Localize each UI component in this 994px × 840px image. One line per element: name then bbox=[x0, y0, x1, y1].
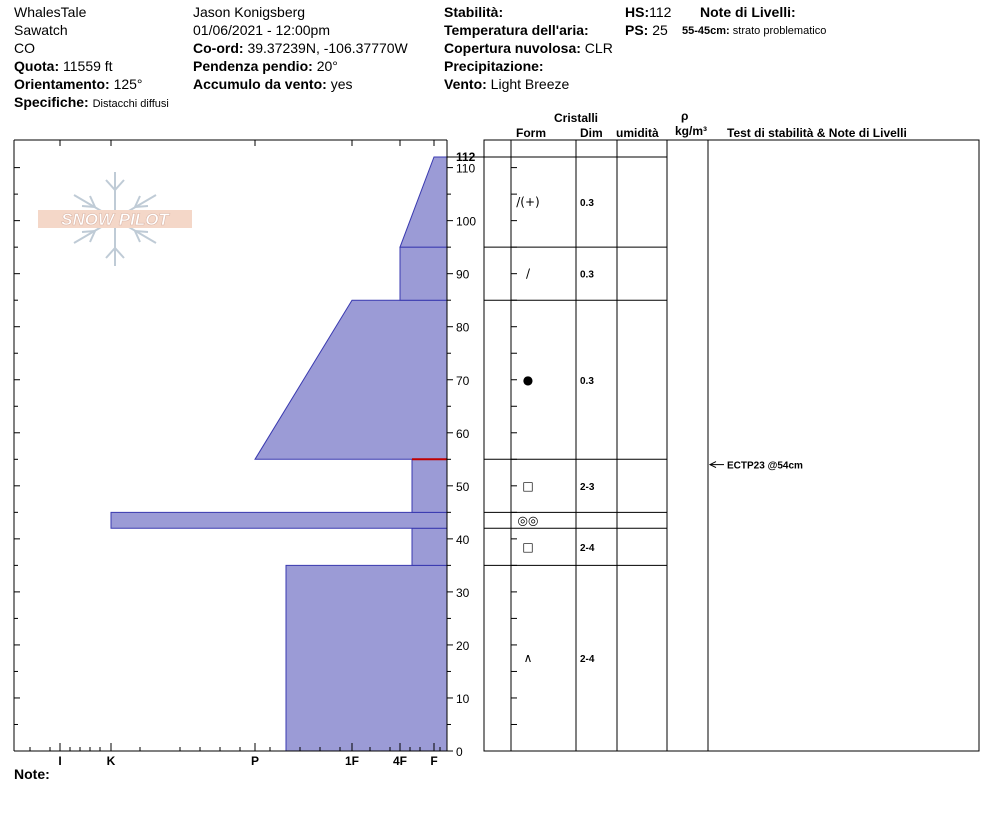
x-tick-label: I bbox=[58, 754, 62, 768]
crystal-grid bbox=[484, 140, 979, 751]
crystal-size: 0.3 bbox=[580, 198, 594, 210]
snowpilot-logo bbox=[38, 172, 192, 266]
specifics-label: Specifiche: bbox=[14, 94, 89, 110]
hardness-layer bbox=[400, 247, 447, 300]
crystal-size: 2-4 bbox=[580, 542, 595, 554]
observer: Jason Konigsberg bbox=[193, 4, 306, 20]
datetime: 01/06/2021 - 12:00pm bbox=[193, 22, 330, 38]
y-tick-label: 80 bbox=[456, 320, 470, 335]
y-top-label: 112 bbox=[456, 150, 476, 164]
tests-header: Test di stabilità & Note di Livelli bbox=[727, 126, 907, 140]
elevation-value: 11559 ft bbox=[63, 58, 113, 74]
density-unit-header: kg/m³ bbox=[675, 124, 708, 138]
grid-frame bbox=[484, 140, 979, 751]
y-tick-label: 50 bbox=[456, 479, 470, 494]
wind-label: Vento: bbox=[444, 76, 487, 92]
crystal-size: 2-3 bbox=[580, 481, 595, 493]
moisture-header: umidità bbox=[616, 126, 659, 140]
hardness-layer bbox=[400, 157, 447, 247]
hardness-layer bbox=[286, 565, 447, 751]
layer-note-text: strato problematico bbox=[732, 25, 827, 37]
ps-value: 25 bbox=[652, 22, 668, 38]
layer-notes-label: Note di Livelli: bbox=[700, 4, 796, 20]
hardness-layer bbox=[412, 528, 447, 565]
x-tick-label: P bbox=[250, 754, 260, 768]
hs-label: HS: bbox=[625, 4, 650, 20]
crystal-form: /(+) bbox=[516, 195, 540, 210]
crystal-size: 0.3 bbox=[580, 269, 594, 281]
x-tick-label: 4F bbox=[392, 754, 408, 768]
specifics-value: Distacchi diffusi bbox=[92, 98, 169, 110]
layer-note-range: 55-45cm: bbox=[682, 25, 730, 37]
crystals-header: Cristalli bbox=[554, 111, 599, 125]
state: CO bbox=[14, 40, 35, 56]
density-rho-header: ρ bbox=[681, 109, 689, 123]
aspect-label: Orientamento: bbox=[14, 76, 110, 92]
air-temp-label: Temperatura dell'aria: bbox=[444, 22, 589, 38]
hs-value: 112 bbox=[649, 4, 672, 20]
crystal-size: 2-4 bbox=[580, 654, 595, 666]
stability-test-label: ECTP23 @54cm bbox=[727, 460, 803, 472]
y-tick-label: 10 bbox=[456, 691, 470, 706]
slope-value: 20° bbox=[316, 58, 338, 74]
slope-label: Pendenza pendio: bbox=[193, 58, 313, 74]
notes-label: Note: bbox=[14, 766, 50, 782]
x-tick-label: 1F bbox=[344, 754, 360, 768]
y-tick-label: 60 bbox=[456, 426, 470, 441]
cloud-value: CLR bbox=[584, 40, 613, 56]
crystal-form: / bbox=[525, 266, 531, 281]
wind-value: Light Breeze bbox=[490, 76, 570, 92]
y-tick-label: 20 bbox=[456, 638, 470, 653]
stability-label: Stabilità: bbox=[444, 4, 504, 20]
hardness-layer bbox=[412, 459, 447, 512]
size-header: Dim bbox=[580, 126, 603, 140]
y-tick-label: 30 bbox=[456, 585, 470, 600]
ps-label: PS: bbox=[625, 22, 649, 38]
wind-load-value: yes bbox=[330, 76, 353, 92]
crystal-form: □ bbox=[522, 478, 534, 493]
location: WhalesTale bbox=[14, 4, 87, 20]
hardness-layer bbox=[111, 512, 447, 528]
crystal-form: ● bbox=[522, 372, 534, 387]
coord-value: 39.37239N, -106.37770W bbox=[247, 40, 408, 56]
crystal-form: ∧ bbox=[523, 651, 533, 666]
y-tick-label: 100 bbox=[456, 214, 477, 229]
x-tick-label: F bbox=[430, 754, 438, 768]
aspect-value: 125° bbox=[113, 76, 143, 92]
elevation-label: Quota: bbox=[14, 58, 60, 74]
crystal-form: □ bbox=[522, 539, 534, 554]
crystal-size: 0.3 bbox=[580, 375, 594, 387]
y-tick-label: 90 bbox=[456, 267, 470, 282]
logo-text: SNOW PILOT bbox=[61, 210, 169, 229]
precip-label: Precipitazione: bbox=[444, 58, 544, 74]
y-tick-label: 40 bbox=[456, 532, 470, 547]
y-tick-label: 70 bbox=[456, 373, 470, 388]
y-tick-label: 110 bbox=[456, 161, 476, 176]
wind-load-label: Accumulo da vento: bbox=[193, 76, 327, 92]
crystal-form: ◎◎ bbox=[517, 513, 539, 528]
y-tick-label: 0 bbox=[456, 745, 463, 759]
x-tick-label: K bbox=[106, 754, 116, 768]
form-header: Form bbox=[516, 126, 546, 140]
range: Sawatch bbox=[14, 22, 68, 38]
hardness-layer bbox=[255, 300, 447, 459]
coord-label: Co-ord: bbox=[193, 40, 244, 56]
cloud-label: Copertura nuvolosa: bbox=[444, 40, 581, 56]
hardness-plot bbox=[14, 140, 484, 768]
